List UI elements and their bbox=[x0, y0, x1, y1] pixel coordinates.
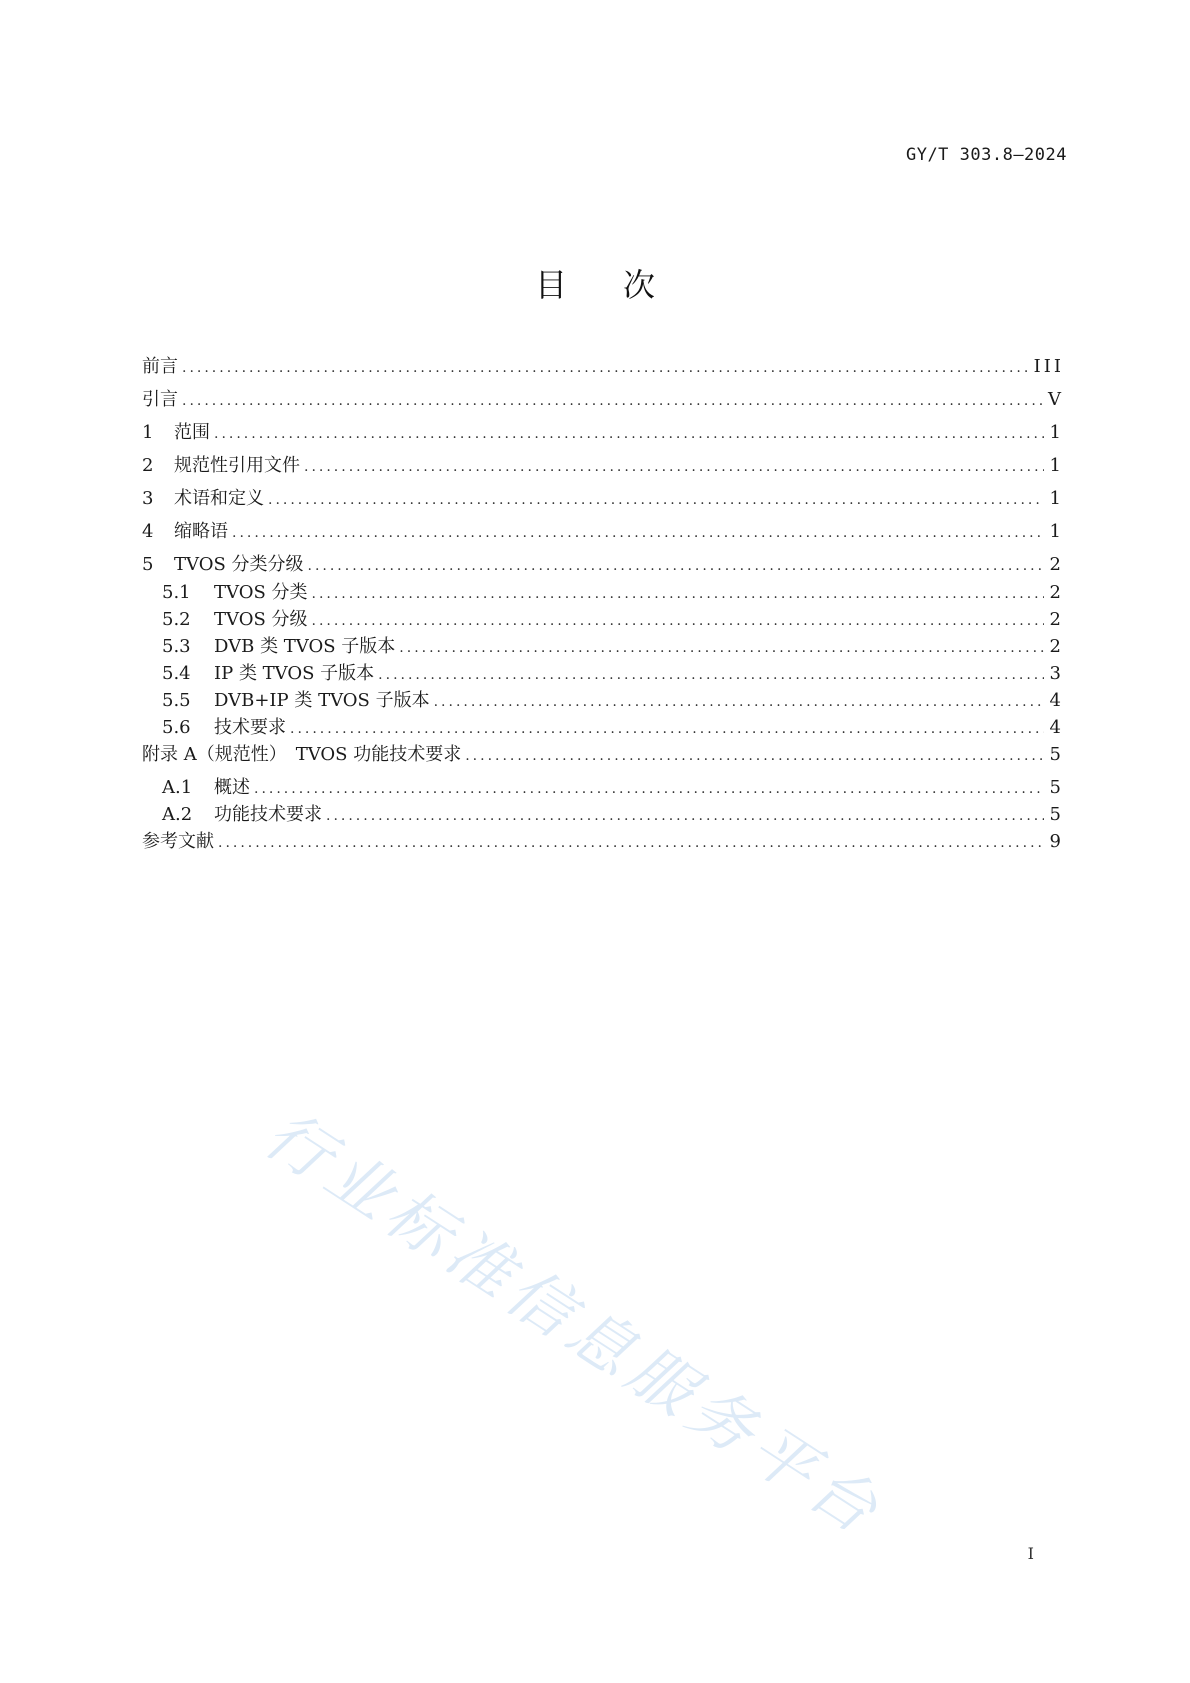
toc-entry-number: 5 bbox=[142, 554, 154, 575]
toc-leader-dots bbox=[434, 690, 1044, 714]
toc-leader-dots bbox=[182, 389, 1042, 413]
toc-entry-number: 1 bbox=[142, 422, 154, 443]
toc-entry-label: 引言 bbox=[142, 389, 178, 410]
toc-entry-label: DVB+IP 类 TVOS 子版本 bbox=[214, 690, 430, 711]
toc-entry-page: 9 bbox=[1049, 831, 1064, 852]
toc-entry-page: 2 bbox=[1049, 582, 1064, 603]
toc-entry-5-6[interactable] bbox=[142, 716, 1064, 743]
page-title: 目次 bbox=[534, 266, 711, 304]
toc-entry-label: 附录 A（规范性） TVOS 功能技术要求 bbox=[142, 744, 462, 765]
toc-entry-normative-references[interactable] bbox=[142, 454, 1064, 487]
toc-entry-label: TVOS 分类分级 bbox=[174, 554, 304, 575]
toc-entry-page: 3 bbox=[1049, 663, 1064, 684]
toc-entry-page: 5 bbox=[1049, 804, 1064, 825]
toc-entry-introduction[interactable] bbox=[142, 388, 1064, 421]
toc-leader-dots bbox=[232, 521, 1044, 545]
toc-entry-number: 4 bbox=[142, 521, 154, 542]
toc-entry-page: 1 bbox=[1049, 488, 1064, 509]
toc-entry-number: 5.1 bbox=[162, 582, 191, 603]
toc-entry-tvos-classification[interactable] bbox=[142, 553, 1064, 581]
toc-entry-page: 1 bbox=[1049, 422, 1064, 443]
toc-entry-number: 5.4 bbox=[162, 663, 191, 684]
toc-entry-number: 5.6 bbox=[162, 717, 191, 738]
toc-entry-5-5[interactable] bbox=[142, 689, 1064, 716]
standard-code: GY/T 303.8—2024 bbox=[905, 145, 1067, 165]
toc-leader-dots bbox=[254, 777, 1044, 801]
toc-leader-dots bbox=[465, 744, 1043, 768]
toc-leader-dots bbox=[214, 422, 1044, 446]
toc-entry-page: V bbox=[1048, 389, 1064, 410]
toc-entry-page: 2 bbox=[1049, 636, 1064, 657]
toc-entry-label: 概述 bbox=[214, 777, 250, 798]
toc-entry-number: 2 bbox=[142, 455, 154, 476]
toc-entry-page: 4 bbox=[1049, 717, 1064, 738]
toc-entry-label: 技术要求 bbox=[214, 717, 286, 738]
toc-entry-number: A.1 bbox=[162, 777, 193, 798]
toc-entry-terms-definitions[interactable] bbox=[142, 487, 1064, 520]
toc-leader-dots bbox=[182, 356, 1028, 380]
toc-entry-page: 5 bbox=[1049, 777, 1064, 798]
toc-entry-number: 3 bbox=[142, 488, 154, 509]
toc-leader-dots bbox=[326, 804, 1044, 828]
page-number: I bbox=[1027, 1544, 1034, 1563]
toc-leader-dots bbox=[399, 636, 1043, 660]
toc-entry-scope[interactable] bbox=[142, 421, 1064, 454]
toc-leader-dots bbox=[308, 554, 1044, 578]
toc-leader-dots bbox=[378, 663, 1043, 687]
toc-entry-5-1[interactable] bbox=[142, 581, 1064, 608]
toc-entry-label: 前言 bbox=[142, 356, 178, 377]
toc-leader-dots bbox=[312, 582, 1044, 606]
toc-entry-abbreviations[interactable] bbox=[142, 520, 1064, 553]
toc-entry-label: 范围 bbox=[174, 422, 210, 443]
toc-leader-dots bbox=[304, 455, 1044, 479]
toc-entry-label: TVOS 分类 bbox=[214, 582, 308, 603]
toc-entry-number: 5.3 bbox=[162, 636, 191, 657]
toc-entry-label: IP 类 TVOS 子版本 bbox=[214, 663, 375, 684]
toc-entry-number: 5.2 bbox=[162, 609, 191, 630]
toc-entry-page: 5 bbox=[1049, 744, 1064, 765]
toc-entry-page: 2 bbox=[1049, 554, 1064, 575]
watermark: 行业标准信息服务平台 bbox=[251, 1097, 896, 1552]
toc-entry-page: 1 bbox=[1049, 455, 1064, 476]
toc-leader-dots bbox=[268, 488, 1044, 512]
toc-leader-dots bbox=[312, 609, 1044, 633]
toc-entry-number: 5.5 bbox=[162, 690, 191, 711]
toc-entry-label: 缩略语 bbox=[174, 521, 228, 542]
toc-entry-5-4[interactable] bbox=[142, 662, 1064, 689]
toc-leader-dots bbox=[290, 717, 1044, 741]
toc-entry-label: DVB 类 TVOS 子版本 bbox=[214, 636, 396, 657]
toc-entry-page: III bbox=[1033, 356, 1064, 377]
toc-entry-page: 4 bbox=[1049, 690, 1064, 711]
toc-entry-5-2[interactable] bbox=[142, 608, 1064, 635]
toc-entry-5-3[interactable] bbox=[142, 635, 1064, 662]
toc-entry-label: 功能技术要求 bbox=[214, 804, 322, 825]
toc-leader-dots bbox=[218, 831, 1044, 855]
toc-entry-label: 规范性引用文件 bbox=[174, 455, 300, 476]
toc-entry-label: TVOS 分级 bbox=[214, 609, 308, 630]
toc-entry-a-1[interactable] bbox=[142, 776, 1064, 803]
toc-entry-foreword[interactable] bbox=[142, 355, 1064, 388]
toc-entry-page: 2 bbox=[1049, 609, 1064, 630]
toc-entry-label: 术语和定义 bbox=[174, 488, 264, 509]
toc-entry-annex-a[interactable] bbox=[142, 743, 1064, 776]
toc-entry-a-2[interactable] bbox=[142, 803, 1064, 830]
toc-entry-number: A.2 bbox=[162, 804, 193, 825]
toc-entry-label: 参考文献 bbox=[142, 831, 214, 852]
table-of-contents bbox=[142, 355, 1064, 863]
toc-entry-page: 1 bbox=[1049, 521, 1064, 542]
toc-entry-bibliography[interactable] bbox=[142, 830, 1064, 863]
